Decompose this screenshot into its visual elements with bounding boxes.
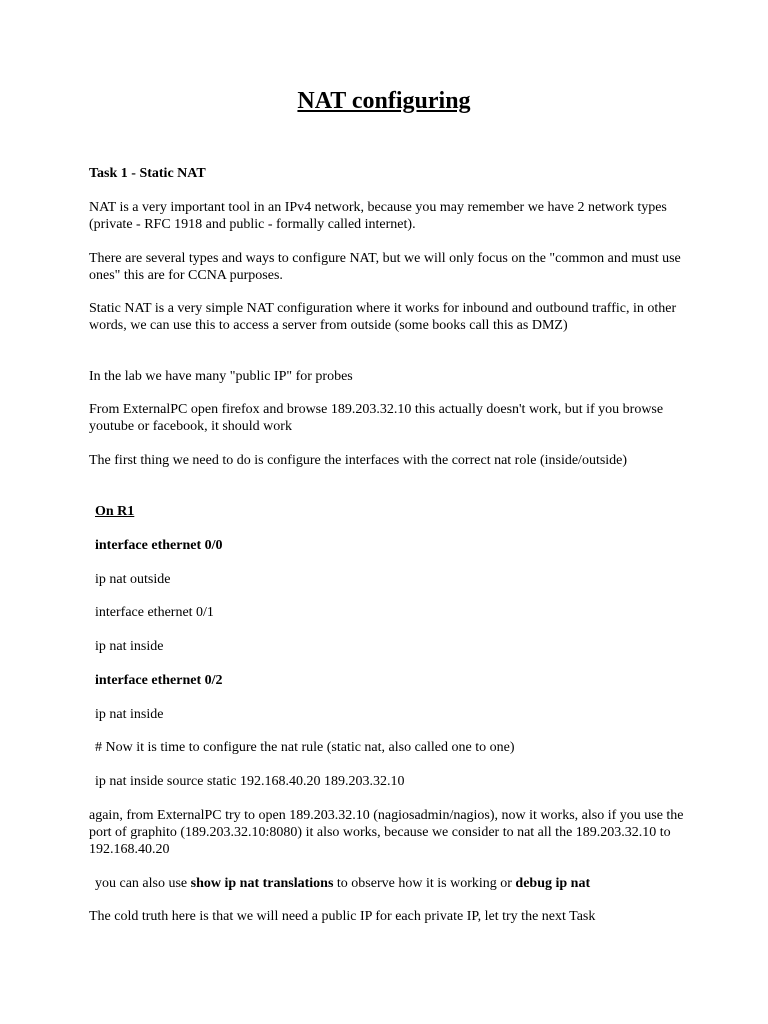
paragraph-show-debug: [95, 875, 695, 892]
command-static-nat: ip nat inside source static 192.168.40.20 189.203.32.10: [95, 774, 405, 789]
command-interface-e00: interface ethernet 0/0: [95, 538, 223, 553]
paragraph-interfaces: The first thing we need to do is configure the interfaces with the correct nat role (inside/outside): [89, 453, 628, 468]
paragraph-nat-types: There are several types and ways to configure NAT, but we will only focus on the "common and must use ones" this are for CCNA purposes.: [89, 251, 681, 283]
paragraph-static-nat: Static NAT is a very simple NAT configuration where it works for inbound and outbound traffic, in other words, we can use this to access a server from outside (some books call this as DMZ): [89, 301, 677, 333]
command-interface-e01: interface ethernet 0/1: [95, 605, 214, 620]
comment-nat-rule: # Now it is time to configure the nat rule (static nat, also called one to one): [95, 740, 515, 755]
command-interface-e02: interface ethernet 0/2: [95, 673, 223, 688]
command-debug-ip-nat: debug ip nat: [515, 876, 591, 891]
on-r1-heading: On R1: [95, 504, 135, 519]
command-show-ip-nat-translations: show ip nat translations: [190, 876, 334, 891]
paragraph-externalpc: From ExternalPC open firefox and browse 189.203.32.10 this actually doesn't work, but if you browse youtube or facebook, it should work: [89, 402, 664, 434]
paragraph-again-externalpc: again, from ExternalPC try to open 189.203.32.10 (nagiosadmin/nagios), now it works, also if you use the port of graphito (189.203.32.10:8080) it also works, because we consider to nat all the 189.203.32.10 to 192.168.40.20: [89, 808, 684, 857]
text-you-can-also-use: you can also use: [95, 876, 191, 891]
command-ip-nat-inside-1: ip nat inside: [95, 639, 164, 654]
command-ip-nat-outside: ip nat outside: [95, 572, 171, 587]
document-title: NAT configuring: [297, 88, 471, 114]
paragraph-public-ip: In the lab we have many "public IP" for probes: [89, 369, 353, 384]
text-to-observe: to observe how it is working or: [333, 876, 516, 891]
paragraph-cold-truth: The cold truth here is that we will need a public IP for each private IP, let try the next Task: [89, 909, 596, 924]
task-heading: Task 1 - Static NAT: [89, 166, 206, 181]
command-ip-nat-inside-2: ip nat inside: [95, 707, 164, 722]
paragraph-nat-intro: NAT is a very important tool in an IPv4 network, because you may remember we have 2 network types (private - RFC 1918 and public - formally called internet).: [89, 200, 667, 232]
